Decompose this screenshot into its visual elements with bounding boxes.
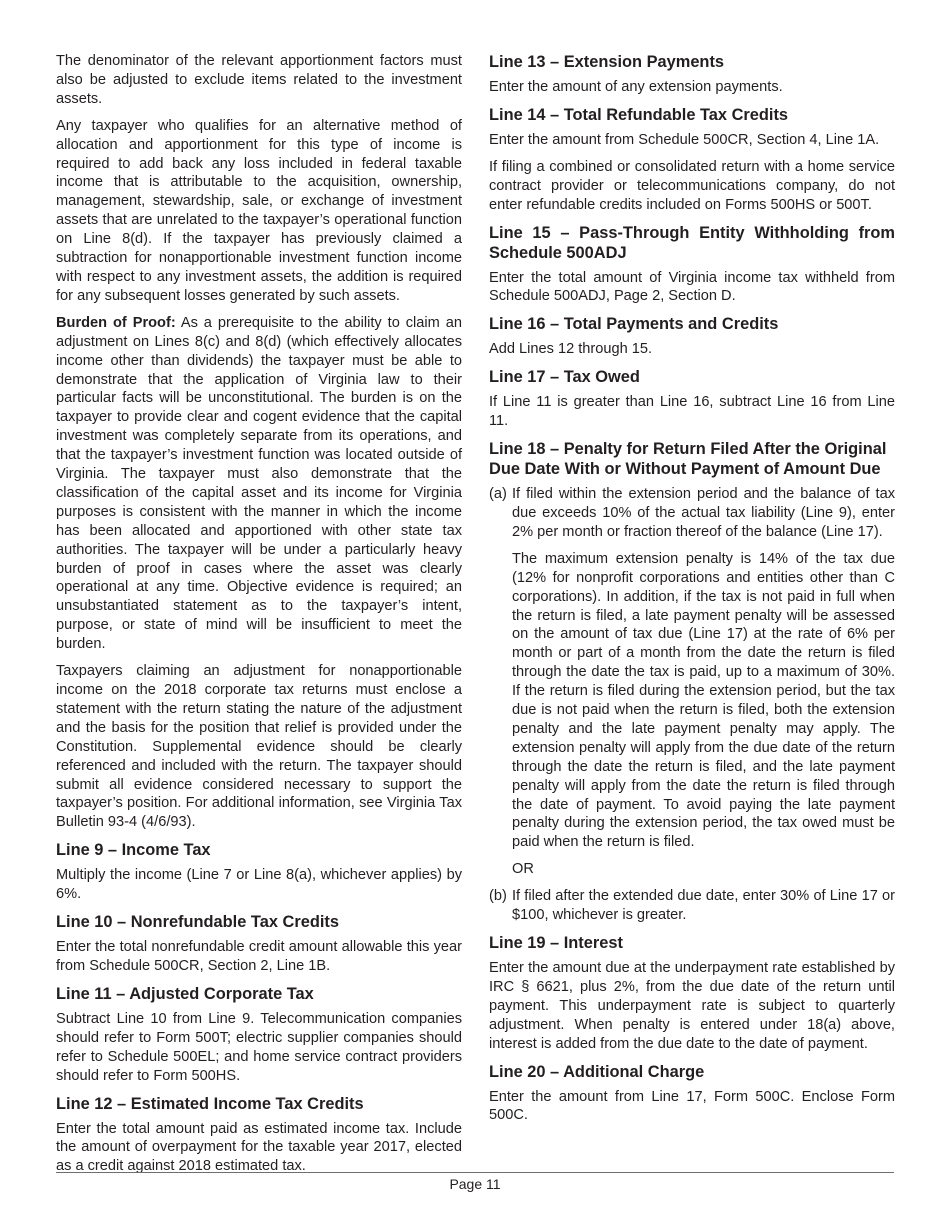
line14-heading: Line 14 – Total Refundable Tax Credits (489, 105, 789, 124)
line19-heading: Line 19 – Interest (489, 934, 623, 952)
line19-text: Enter the amount due at the underpayment rate established by IRC § 6621, plus 2%, from the due date of the return until payment. This underpayment rate is subject to quarterly adjustment. When penalty is entered under 18(a) above, interest is added from the due date to the date of payment. (489, 960, 895, 1052)
line18-item-b-text: If filed after the extended due date, enter 30% of Line 17 or $100, whichever is greater. (512, 888, 895, 924)
line14-text-combined: If filing a combined or consolidated return with a home service contract provider or telecommunications company, do not enter refundable credits included on Forms 500HS or 500T. (489, 158, 895, 213)
burden-of-proof-text: As a prerequisite to the ability to claim an adjustment on Lines 8(c) and 8(d) (which effectively allocates income other than dividends) the taxpayer must be able to demonstrate that the application of Virginia law to their particular facts will be unconstitutional. The burden is on the taxpayer to provide clear and cogent evidence that the capital investment was completely separate from its operations, and that the taxpayer’s investment function was located outside of Virginia. The taxpayer must also demonstrate that the classification of the capital asset and its income for Virginia purposes is consistent with the manner in which the income has been allocated and apportioned with other state tax authorities. The taxpayer will be under a particularly heavy burden of proof in cases where the asset was clearly operational at any time. Objective evidence is required; an unsubstantiated statement as to the taxpayer’s intent, purpose, or state of mind will be insufficient to meet the burden. (56, 314, 462, 653)
line20-text: Enter the amount from Line 17, Form 500C. Enclose Form 500C. (489, 1088, 895, 1124)
line18-item-b-label: (b) (489, 888, 507, 905)
line13-text: Enter the amount of any extension payments. (489, 79, 783, 95)
right-column (489, 52, 895, 1133)
line11-text: Subtract Line 10 from Line 9. Telecommunication companies should refer to Form 500T; electric supplier companies should refer to Schedule 500EL; and home service contract providers should refer to Form 500HS. (56, 1010, 462, 1084)
line18-item-a-label: (a) (489, 486, 507, 503)
line9-heading: Line 9 – Income Tax (56, 841, 211, 860)
line10-text: Enter the total nonrefundable credit amount allowable this year from Schedule 500CR, Section 2, Line 1B. (56, 939, 462, 974)
line9-text: Multiply the income (Line 7 or Line 8(a), whichever applies) by 6%. (56, 867, 462, 903)
line15-text: Enter the total amount of Virginia income tax withheld from Schedule 500ADJ, Page 2, Section D. (489, 269, 895, 305)
line13-heading: Line 13 – Extension Payments (489, 53, 725, 71)
line17-heading: Line 17 – Tax Owed (489, 368, 640, 387)
line18-heading: Line 18 – Penalty for Return Filed After the Original Due Date With or Without Payment of Amount Due (489, 440, 887, 479)
line14-text: Enter the amount from Schedule 500CR, Section 4, Line 1A. (489, 131, 880, 148)
paragraph-any-taxpayer: Any taxpayer who qualifies for an alternative method of allocation and apportionment for this type of income is required to add back any loss included in federal taxable income that is attributable to the acquisition, ownership, management, stewardship, sale, or exchange of investment assets that are unrelated to the taxpayer’s operational function on Line 8(d). If the taxpayer has previously claimed a subtraction for nonapportionable investment function income with respect to any investment assets, the addition is required for any subsequent losses generated by such assets. (56, 117, 462, 304)
line12-heading: Line 12 – Estimated Income Tax Credits (56, 1094, 364, 1113)
line11-heading: Line 11 – Adjusted Corporate Tax (56, 984, 314, 1003)
line18-item-a-text: If filed within the extension period and the balance of tax due exceeds 10% of the actual tax liability (Line 9), enter 2% per month or fraction thereof of the balance (Line 17). (512, 486, 895, 540)
line18-or-label: OR (512, 861, 534, 878)
line17-text: If Line 11 is greater than Line 16, subtract Line 16 from Line 11. (489, 394, 895, 430)
line18-item-b (489, 887, 895, 925)
line20-heading: Line 20 – Additional Charge (489, 1062, 705, 1081)
line16-text: Add Lines 12 through 15. (489, 341, 653, 358)
line10-heading: Line 10 – Nonrefundable Tax Credits (56, 913, 339, 932)
page-number: Page 11 (449, 1176, 501, 1192)
line18-item-a (489, 485, 895, 542)
line15-heading: Line 15 – Pass-Through Entity Withholding from Schedule 500ADJ (489, 223, 895, 262)
paragraph-denominator: The denominator of the relevant apportionment factors must also be adjusted to exclude items related to the investment assets. (56, 53, 462, 107)
burden-of-proof-label: Burden of Proof: (56, 314, 176, 331)
left-column (56, 52, 462, 1184)
paragraph-taxpayers-claiming: Taxpayers claiming an adjustment for nonapportionable income on the 2018 corporate tax returns must enclose a statement with the return stating the nature of the adjustment and the basis for the position that relief is provided under the Constitution. Supplemental evidence should be clearly referenced and included with the return. The taxpayer should submit all evidence considered necessary to support the taxpayer’s position. For additional information, see Virginia Tax Bulletin 93-4 (4/6/93). (56, 663, 462, 831)
line18-item-a-detail: The maximum extension penalty is 14% of the tax due (12% for nonprofit corporations and entities other than C corporations). In addition, if the tax is not paid in full when the return is filed, a late payment penalty will be assessed on the amount of tax due (Line 17) at the rate of 6% per month or part of a month from the date the return is filed through the date the tax is paid, up to a maximum of 30%. If the return is filed during the extension period, but the tax due is not paid when the return is filed, both the extension penalty and the late payment penalty may apply. The extension penalty will apply from the due date of the return through the date the return is filed, and the late payment penalty will apply from the date the return is filed through the date of payment. To avoid paying the late payment penalty during the extension period, the tax owed must be paid when the return is filed. (512, 550, 895, 851)
footer-divider (56, 1172, 894, 1173)
paragraph-burden-of-proof (56, 314, 462, 654)
line16-heading: Line 16 – Total Payments and Credits (489, 315, 779, 334)
line12-text: Enter the total amount paid as estimated income tax. Include the amount of overpayment for the taxable year 2017, elected as a credit against 2018 estimated tax. (56, 1120, 462, 1175)
